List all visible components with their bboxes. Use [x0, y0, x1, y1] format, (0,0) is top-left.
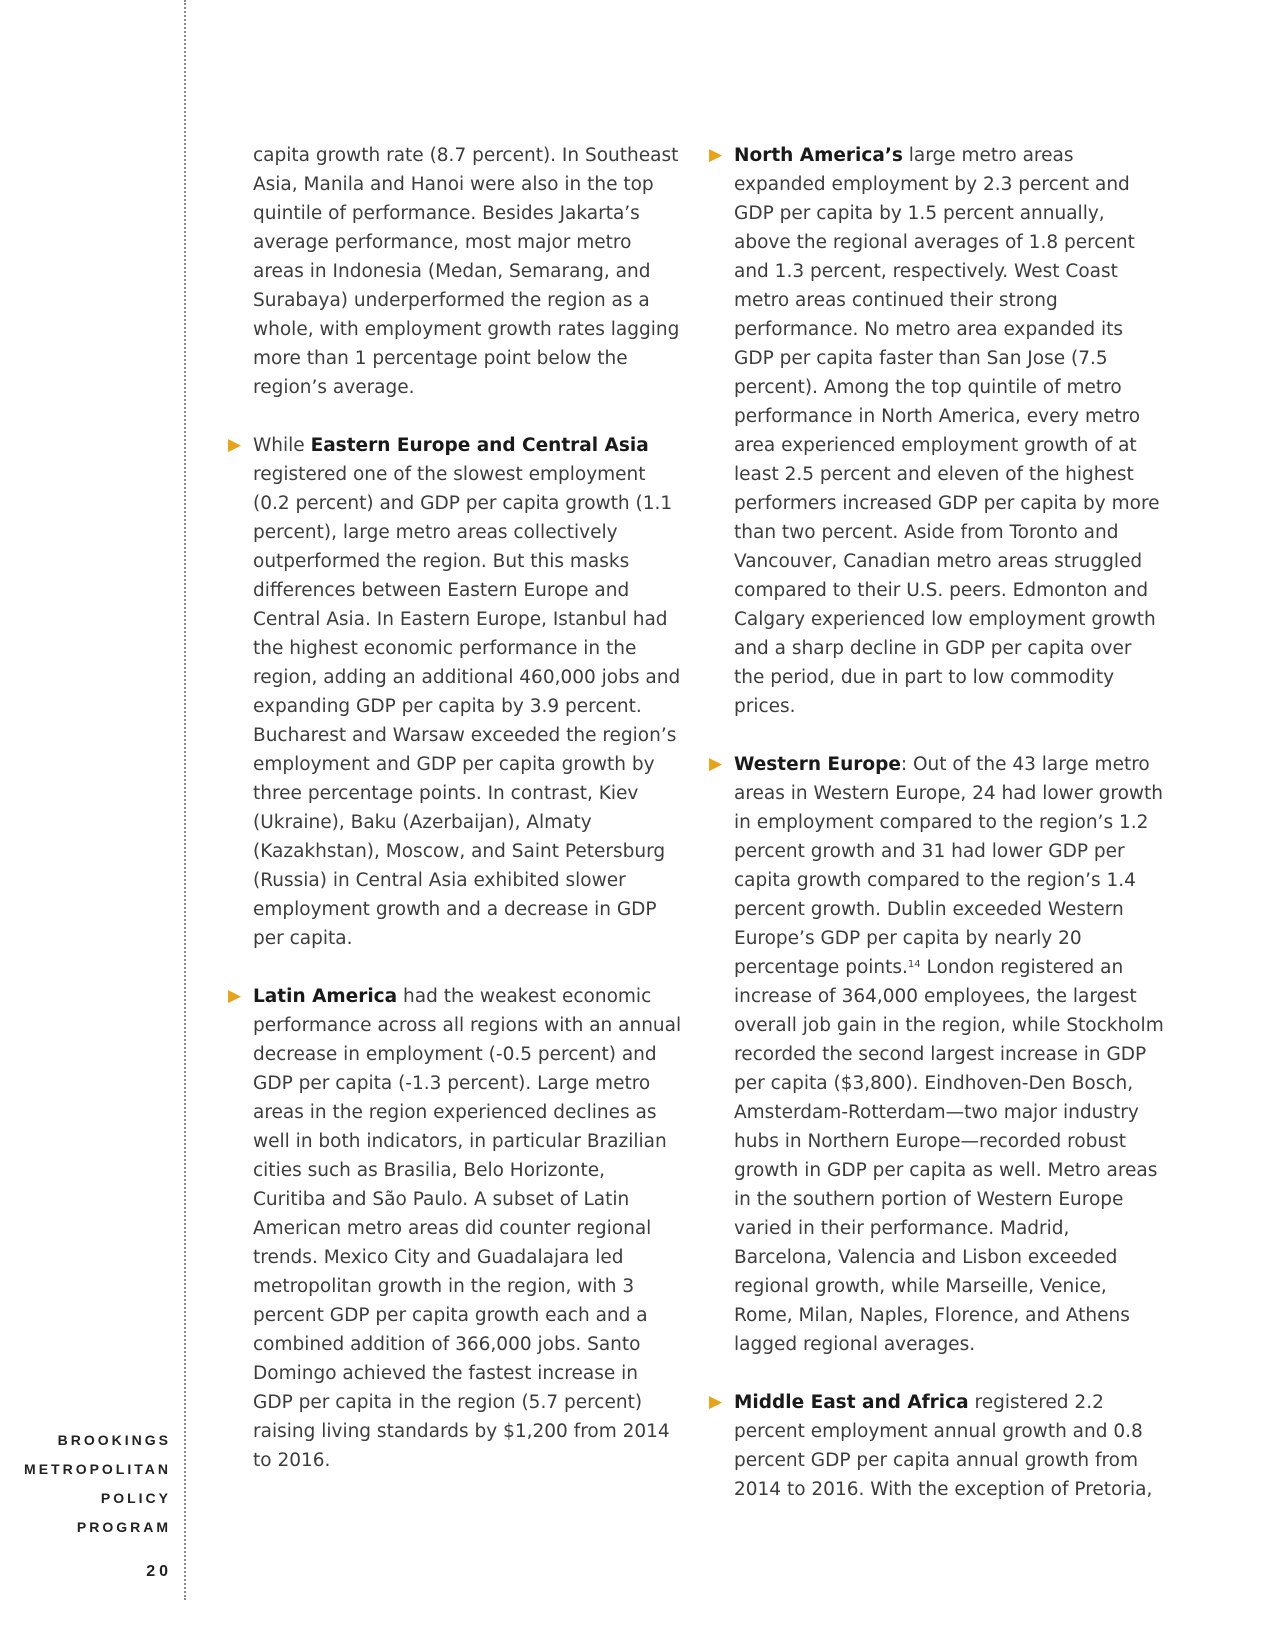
- page-number: [100, 1563, 172, 1581]
- dotted-margin-rule: [184, 0, 186, 1600]
- bullet-arrow-icon: ▶: [228, 986, 242, 1006]
- bullet-north-america: [709, 141, 1164, 721]
- bullet-text-continued: London registered an increase of 364,000 employees, the largest overall job gain in the region, while Stockholm recorded the second largest increase in GDP per capita ($3,800). Eindhoven-Den Bosch, Amsterdam-Rotterdam—two major industry hubs in Northern Europe—recorded robust growth in GDP per capita as well. Metro areas in the southern portion of Western Europe varied in their performance. Madrid, Barcelona, Valencia and Lisbon exceeded regional growth, while Marseille, Venice, Rome, Milan, Naples, Florence, and Athens lagged regional averages.: [734, 957, 1164, 1355]
- publisher-sidebar: [20, 1426, 171, 1542]
- bullet-text: : Out of the 43 large metro areas in Western Europe, 24 had lower growth in employment compared to the region’s 1.2 percent growth and 31 had lower GDP per capita growth compared to the region’s 1.4 percent growth. Dublin exceeded Western Europe’s GDP per capita by nearly 20 percentage points.: [734, 754, 1164, 978]
- bullet-latin-america: [228, 982, 683, 1475]
- bullet-text: registered one of the slowest employment (0.2 percent) and GDP per capita growth (1.1 percent), large metro areas collectively outperformed the region. But this masks differences between Eastern Europe and Central Asia. In Eastern Europe, Istanbul had the highest economic performance in the region, adding an additional 460,000 jobs and expanding GDP per capita by 3.9 percent. Bucharest and Warsaw exceeded the region’s employment and GDP per capita growth by three percentage points. In contrast, Kiev (Ukraine), Baku (Azerbaijan), Almaty (Kazakhstan), Moscow, and Saint Petersburg (Russia) in Central Asia exhibited slower employment growth and a decrease in GDP per capita.: [253, 464, 681, 949]
- right-column: [709, 141, 1164, 1533]
- bullet-lead: North America’s: [734, 145, 903, 166]
- bullet-arrow-icon: ▶: [709, 754, 723, 774]
- bullet-arrow-icon: ▶: [228, 435, 242, 455]
- bullet-lead: Middle East and Africa: [734, 1392, 969, 1413]
- bullet-arrow-icon: ▶: [709, 145, 723, 165]
- bullet-lead: Western Europe: [734, 754, 901, 775]
- sidebar-line-brookings: BROOKINGS: [57, 1432, 171, 1448]
- bullet-lead: Latin America: [253, 986, 398, 1007]
- left-column: [228, 141, 683, 1504]
- bullet-western-europe: [709, 750, 1164, 1359]
- sidebar-line-policy: POLICY: [100, 1490, 171, 1506]
- bullet-arrow-icon: ▶: [709, 1392, 723, 1412]
- bullet-eastern-europe: [228, 431, 683, 953]
- footnote-marker: 14: [907, 959, 921, 970]
- page-number-value: 20: [146, 1563, 172, 1580]
- bullet-text: registered 2.2 percent employment annual growth and 0.8 percent GDP per capita annual growth from 2014 to 2016. With the exception of Pretoria,: [734, 1392, 1153, 1500]
- sidebar-line-program: PROGRAM: [76, 1519, 171, 1535]
- bullet-text: large metro areas expanded employment by 2.3 percent and GDP per capita by 1.5 percent annually, above the regional averages of 1.8 percent and 1.3 percent, respectively. West Coast metro areas continued their strong performance. No metro area expanded its GDP per capita faster than San Jose (7.5 percent). Among the top quintile of metro performance in North America, every metro area experienced employment growth of at least 2.5 percent and eleven of the highest performers increased GDP per capita by more than two percent. Aside from Toronto and Vancouver, Canadian metro areas struggled compared to their U.S. peers. Edmonton and Calgary experienced low employment growth and a sharp decline in GDP per capita over the period, due in part to low commodity prices.: [734, 145, 1160, 717]
- sidebar-line-metropolitan: METROPOLITAN: [24, 1461, 171, 1477]
- continuation-paragraph: capita growth rate (8.7 percent). In Southeast Asia, Manila and Hanoi were also in the top quintile of performance. Besides Jakarta’s average performance, most major metro areas in Indonesia (Medan, Semarang, and Surabaya) underperformed the region as a whole, with employment growth rates lagging more than 1 percentage point below the region’s average.: [253, 145, 680, 398]
- bullet-lead: Eastern Europe and Central Asia: [310, 435, 649, 456]
- bullet-text: had the weakest economic performance across all regions with an annual decrease in employment (-0.5 percent) and GDP per capita (-1.3 percent). Large metro areas in the region experienced declines as well in both indicators, in particular Brazilian cities such as Brasilia, Belo Horizonte, Curitiba and São Paulo. A subset of Latin American metro areas did counter regional trends. Mexico City and Guadalajara led metropolitan growth in the region, with 3 percent GDP per capita growth each and a combined addition of 366,000 jobs. Santo Domingo achieved the fastest increase in GDP per capita in the region (5.7 percent) raising living standards by $1,200 from 2014 to 2016.: [253, 986, 682, 1471]
- bullet-middle-east-africa: [709, 1388, 1164, 1504]
- bullet-prefix: While: [253, 435, 311, 456]
